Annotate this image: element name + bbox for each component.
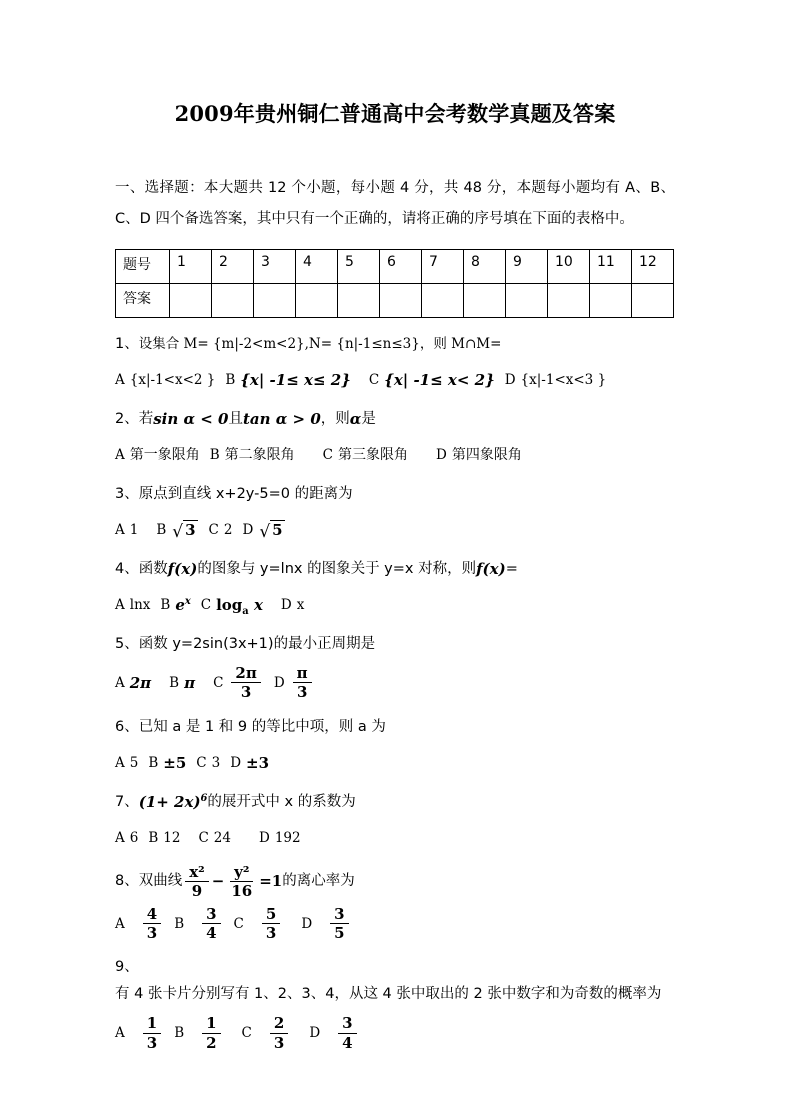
fraction-numerator: 1 <box>202 1015 220 1033</box>
fraction-y-squared-over-16 <box>227 864 256 899</box>
option-d[interactable] <box>505 367 606 393</box>
log-base: a <box>242 606 249 618</box>
answer-cell[interactable] <box>254 284 296 318</box>
row-label-answer: 答案 <box>116 284 170 318</box>
option-letter: D <box>280 597 292 614</box>
question-stem-text: 设集合 M= {m|-2<m<2},N= {n|-1≤n≤3}，则 M∩M= <box>138 336 502 353</box>
option-text: 2 <box>223 522 233 539</box>
answer-cell[interactable] <box>506 284 548 318</box>
question-4 <box>115 556 675 618</box>
option-text: 第三象限角 <box>338 447 409 464</box>
option-a[interactable] <box>115 442 200 468</box>
question-number-cell: 5 <box>338 250 380 284</box>
option-a[interactable] <box>115 367 215 393</box>
question-stem-tail: 是 <box>361 411 376 428</box>
fraction-denominator: 3 <box>265 924 277 943</box>
option-letter: C <box>368 372 380 389</box>
exponential-expression <box>175 592 190 618</box>
option-letter: D <box>273 674 285 691</box>
option-text: 3 <box>211 754 221 771</box>
question-stem-text: 已知 a 是 1 和 9 的等比中项，则 a 为 <box>138 718 386 735</box>
question-options <box>115 665 675 700</box>
question-number-cell: 10 <box>548 250 590 284</box>
fraction-numerator: 5 <box>262 906 280 924</box>
option-letter: C <box>213 674 224 691</box>
question-stem <box>115 954 675 1008</box>
option-letter: C <box>241 1025 252 1042</box>
equation-right-side: =1 <box>259 871 283 890</box>
binomial-base: (1+ 2x) <box>138 792 201 811</box>
option-text: lnx <box>129 597 151 614</box>
option-letter: C <box>208 522 219 539</box>
question-stem-part-c: = <box>505 561 518 578</box>
option-letter: A <box>115 597 125 614</box>
option-b[interactable] <box>210 442 295 468</box>
option-d[interactable] <box>301 906 351 941</box>
binomial-exponent: 6 <box>200 792 208 804</box>
question-stem-variable: α <box>349 410 362 429</box>
option-a[interactable] <box>115 592 150 618</box>
question-number: 6、 <box>115 718 139 735</box>
question-number-cell: 3 <box>254 250 296 284</box>
log-argument: x <box>253 596 263 615</box>
question-stem <box>115 481 675 508</box>
fraction <box>338 1015 356 1050</box>
question-options <box>115 517 675 543</box>
option-b[interactable] <box>174 1015 223 1050</box>
option-c[interactable] <box>209 517 233 543</box>
fraction-numerator: y² <box>230 864 253 882</box>
option-c[interactable] <box>323 442 408 468</box>
option-text: 1 <box>129 522 139 539</box>
option-letter: D <box>230 754 242 771</box>
option-letter: C <box>198 829 209 846</box>
option-d[interactable] <box>274 665 315 700</box>
option-letter: B <box>148 754 159 771</box>
option-b[interactable] <box>174 906 223 941</box>
question-number: 9、 <box>115 959 139 976</box>
fraction-numerator: 1 <box>143 1015 161 1033</box>
exp-base: e <box>175 596 185 615</box>
binomial-expression <box>139 789 208 816</box>
option-text: ±5 <box>163 753 187 772</box>
fraction-numerator: 2 <box>270 1015 288 1033</box>
question-stem <box>115 864 675 899</box>
option-letter: D <box>504 372 516 389</box>
question-stem <box>115 631 675 658</box>
radical-expression <box>172 520 197 543</box>
question-options <box>115 906 675 941</box>
option-letter: D <box>242 522 254 539</box>
option-letter: D <box>258 829 270 846</box>
question-5 <box>115 631 675 700</box>
option-letter: B <box>174 915 185 932</box>
question-number-cell: 6 <box>380 250 422 284</box>
option-letter: D <box>436 447 447 464</box>
radical-sign-icon: √ <box>259 522 271 543</box>
option-letter: A <box>115 1025 125 1042</box>
option-d[interactable] <box>309 1015 359 1050</box>
option-letter: D <box>301 915 313 932</box>
fraction-numerator: 4 <box>143 906 161 924</box>
question-stem-text: 原点到直线 x+2y-5=0 的距离为 <box>138 486 353 503</box>
fraction-denominator: 3 <box>146 1033 158 1052</box>
option-letter: B <box>148 829 159 846</box>
question-stem-text: 的展开式中 x 的系数为 <box>207 793 356 810</box>
fraction-numerator: 2π <box>231 665 260 683</box>
fraction <box>231 665 260 700</box>
question-stem-text: 有 4 张卡片分别写有 1、2、3、4，从这 4 张中取出的 2 张中数字和为奇数的概率为 <box>115 986 662 1003</box>
option-text: {x| -1≤ x< 2} <box>384 371 495 390</box>
question-number-cell: 12 <box>632 250 674 284</box>
option-text: 5 <box>129 754 139 771</box>
option-letter: B <box>225 372 236 389</box>
fraction-denominator: 3 <box>296 683 308 702</box>
option-text: ±3 <box>246 753 270 772</box>
option-d[interactable] <box>436 442 522 468</box>
logarithm-expression: $\log_a x$ <box>216 596 263 618</box>
option-c[interactable] <box>234 906 284 941</box>
question-number-cell: 4 <box>296 250 338 284</box>
question-stem-math-sin: sin α < 0 <box>153 410 229 429</box>
table-row-question-numbers <box>116 250 674 284</box>
answer-cell[interactable] <box>422 284 464 318</box>
answer-cell[interactable] <box>338 284 380 318</box>
answer-cell[interactable] <box>548 284 590 318</box>
function-notation: f(x) <box>476 560 506 579</box>
option-d[interactable] <box>242 517 285 543</box>
option-a[interactable] <box>115 517 138 543</box>
fraction-denominator: 4 <box>206 924 217 943</box>
option-d[interactable] <box>230 750 269 776</box>
answer-grid-table <box>115 249 674 318</box>
question-number: 1、 <box>115 336 139 353</box>
question-stem <box>115 789 675 816</box>
option-letter: A <box>115 522 125 539</box>
question-number: 7、 <box>115 793 139 810</box>
question-number: 2、 <box>115 411 139 428</box>
fraction-numerator: x² <box>185 864 209 882</box>
fraction <box>270 1015 288 1050</box>
option-text: π <box>184 673 196 692</box>
fraction <box>293 665 312 700</box>
question-stem <box>115 406 675 433</box>
question-stem-mid: 且 <box>228 411 243 428</box>
fraction <box>143 906 161 941</box>
answer-cell[interactable] <box>170 284 212 318</box>
question-stem-part-a: 双曲线 <box>138 872 183 889</box>
function-notation: f(x) <box>167 560 198 579</box>
option-letter: D <box>309 1025 321 1042</box>
option-letter: B <box>156 522 167 539</box>
fraction-x-squared-over-9 <box>185 864 209 899</box>
question-2 <box>115 406 675 468</box>
answer-cell[interactable] <box>590 284 632 318</box>
option-letter: A <box>115 674 125 691</box>
question-6 <box>115 714 675 776</box>
option-a[interactable] <box>115 672 151 694</box>
question-number-cell: 7 <box>422 250 464 284</box>
option-letter: A <box>115 829 125 846</box>
question-stem-text: 函数 y=2sin(3x+1)的最小正周期是 <box>138 636 376 653</box>
exp-power: x <box>184 596 191 608</box>
option-a[interactable] <box>115 1015 164 1050</box>
fraction-denominator: 5 <box>334 924 345 943</box>
fraction-denominator: 3 <box>146 924 158 943</box>
fraction <box>202 906 220 941</box>
option-d[interactable] <box>259 825 301 851</box>
question-stem-suffix: ，则 <box>320 411 350 428</box>
question-number-cell: 9 <box>506 250 548 284</box>
question-options <box>115 825 675 851</box>
option-a[interactable] <box>115 906 164 941</box>
option-c[interactable] <box>369 367 495 393</box>
question-stem-part-b: 的离心率为 <box>282 872 355 889</box>
question-options <box>115 750 675 776</box>
option-letter: B <box>209 447 220 464</box>
fraction <box>202 1015 220 1050</box>
option-c[interactable] <box>198 825 231 851</box>
fraction-numerator: π <box>293 665 312 683</box>
option-text: 第一象限角 <box>129 447 200 464</box>
answer-cell[interactable] <box>296 284 338 318</box>
answer-cell[interactable] <box>464 284 506 318</box>
option-a[interactable] <box>115 750 138 776</box>
radical-expression <box>259 520 284 543</box>
question-options <box>115 1015 675 1050</box>
question-number-cell: 1 <box>170 250 212 284</box>
option-c[interactable] <box>242 1015 292 1050</box>
fraction-numerator: 3 <box>338 1015 356 1033</box>
option-letter: C <box>200 597 212 614</box>
fraction <box>330 906 348 941</box>
question-9 <box>115 954 675 1050</box>
option-letter: A <box>115 447 125 464</box>
option-b[interactable] <box>156 517 198 543</box>
answer-cell[interactable] <box>632 284 674 318</box>
minus-operator: − <box>211 871 225 890</box>
question-8 <box>115 864 675 942</box>
option-letter: A <box>115 754 125 771</box>
option-text: {x|-1<x<2 } <box>129 372 216 389</box>
option-b[interactable] <box>169 672 195 694</box>
table-row-answers <box>116 284 674 318</box>
question-number: 5、 <box>115 636 139 653</box>
option-letter: A <box>115 915 125 932</box>
option-letter: B <box>169 674 180 691</box>
question-stem <box>115 714 675 741</box>
option-letter: C <box>233 915 244 932</box>
question-stem-prefix: 若 <box>138 411 154 428</box>
question-number-cell: 11 <box>590 250 632 284</box>
option-text: 192 <box>274 829 301 846</box>
fraction-denominator: 3 <box>240 683 252 702</box>
option-b[interactable] <box>148 825 180 851</box>
radical-sign-icon: √ <box>172 522 184 543</box>
question-7 <box>115 789 675 851</box>
question-number: 4、 <box>115 561 139 578</box>
question-number: 8、 <box>115 872 139 889</box>
page-content <box>115 0 675 1051</box>
option-letter: A <box>115 372 125 389</box>
option-b[interactable] <box>148 750 186 776</box>
option-c[interactable] <box>196 750 220 776</box>
question-1 <box>115 331 675 393</box>
option-text: 12 <box>163 829 181 846</box>
option-text: 24 <box>213 829 231 846</box>
page-title: 2009年贵州铜仁普通高中会考数学真题及答案 <box>174 101 616 126</box>
question-options <box>115 592 675 618</box>
row-label-question-number: 题号 <box>116 250 170 284</box>
radicand: 5 <box>272 521 283 540</box>
fraction-numerator: 3 <box>330 906 348 924</box>
option-letter: C <box>196 754 207 771</box>
question-options <box>115 367 675 393</box>
option-b[interactable] <box>225 367 350 393</box>
option-text: 6 <box>129 829 139 846</box>
option-c[interactable] <box>213 665 264 700</box>
fraction-denominator: 3 <box>273 1033 285 1052</box>
option-text: 2π <box>129 673 152 692</box>
option-text: {x| -1≤ x≤ 2} <box>240 371 351 390</box>
option-letter: C <box>322 447 334 464</box>
question-number: 3、 <box>115 486 139 503</box>
question-3 <box>115 481 675 543</box>
fraction-denominator: 2 <box>206 1033 217 1052</box>
option-b[interactable] <box>160 592 190 618</box>
option-d[interactable] <box>281 592 304 618</box>
answer-cell[interactable] <box>380 284 422 318</box>
question-stem-part-b: 的图象与 y=lnx 的图象关于 y=x 对称，则 <box>197 561 477 578</box>
fraction-numerator: 3 <box>202 906 220 924</box>
fraction-denominator: 9 <box>191 881 203 900</box>
question-stem <box>115 331 675 358</box>
option-letter: B <box>160 597 171 614</box>
question-stem-math-tan: tan α > 0 <box>243 410 321 429</box>
question-number-cell: 8 <box>464 250 506 284</box>
option-c[interactable] <box>201 592 263 618</box>
option-a[interactable] <box>115 825 138 851</box>
answer-cell[interactable] <box>212 284 254 318</box>
option-text: 第四象限角 <box>451 447 522 464</box>
section-intro-paragraph: 一、选择题：本大题共 12 个小题，每小题 4 分，共 48 分，本题每小题均有 A、B、C、D 四个备选答案，其中只有一个正确的，请将正确的序号填在下面的表格中。 <box>115 180 675 228</box>
option-text: {x|-1<x<3 } <box>520 372 607 389</box>
option-text: x <box>296 597 305 614</box>
question-options <box>115 442 675 468</box>
option-text: 第二象限角 <box>224 447 295 464</box>
fraction-denominator: 4 <box>342 1033 353 1052</box>
question-stem-part-a: 函数 <box>138 561 168 578</box>
fraction-denominator: 16 <box>231 881 253 900</box>
question-stem <box>115 556 675 583</box>
question-number-cell: 2 <box>212 250 254 284</box>
option-letter: B <box>174 1025 185 1042</box>
radicand: 3 <box>185 521 196 540</box>
fraction <box>143 1015 161 1050</box>
fraction <box>262 906 280 941</box>
